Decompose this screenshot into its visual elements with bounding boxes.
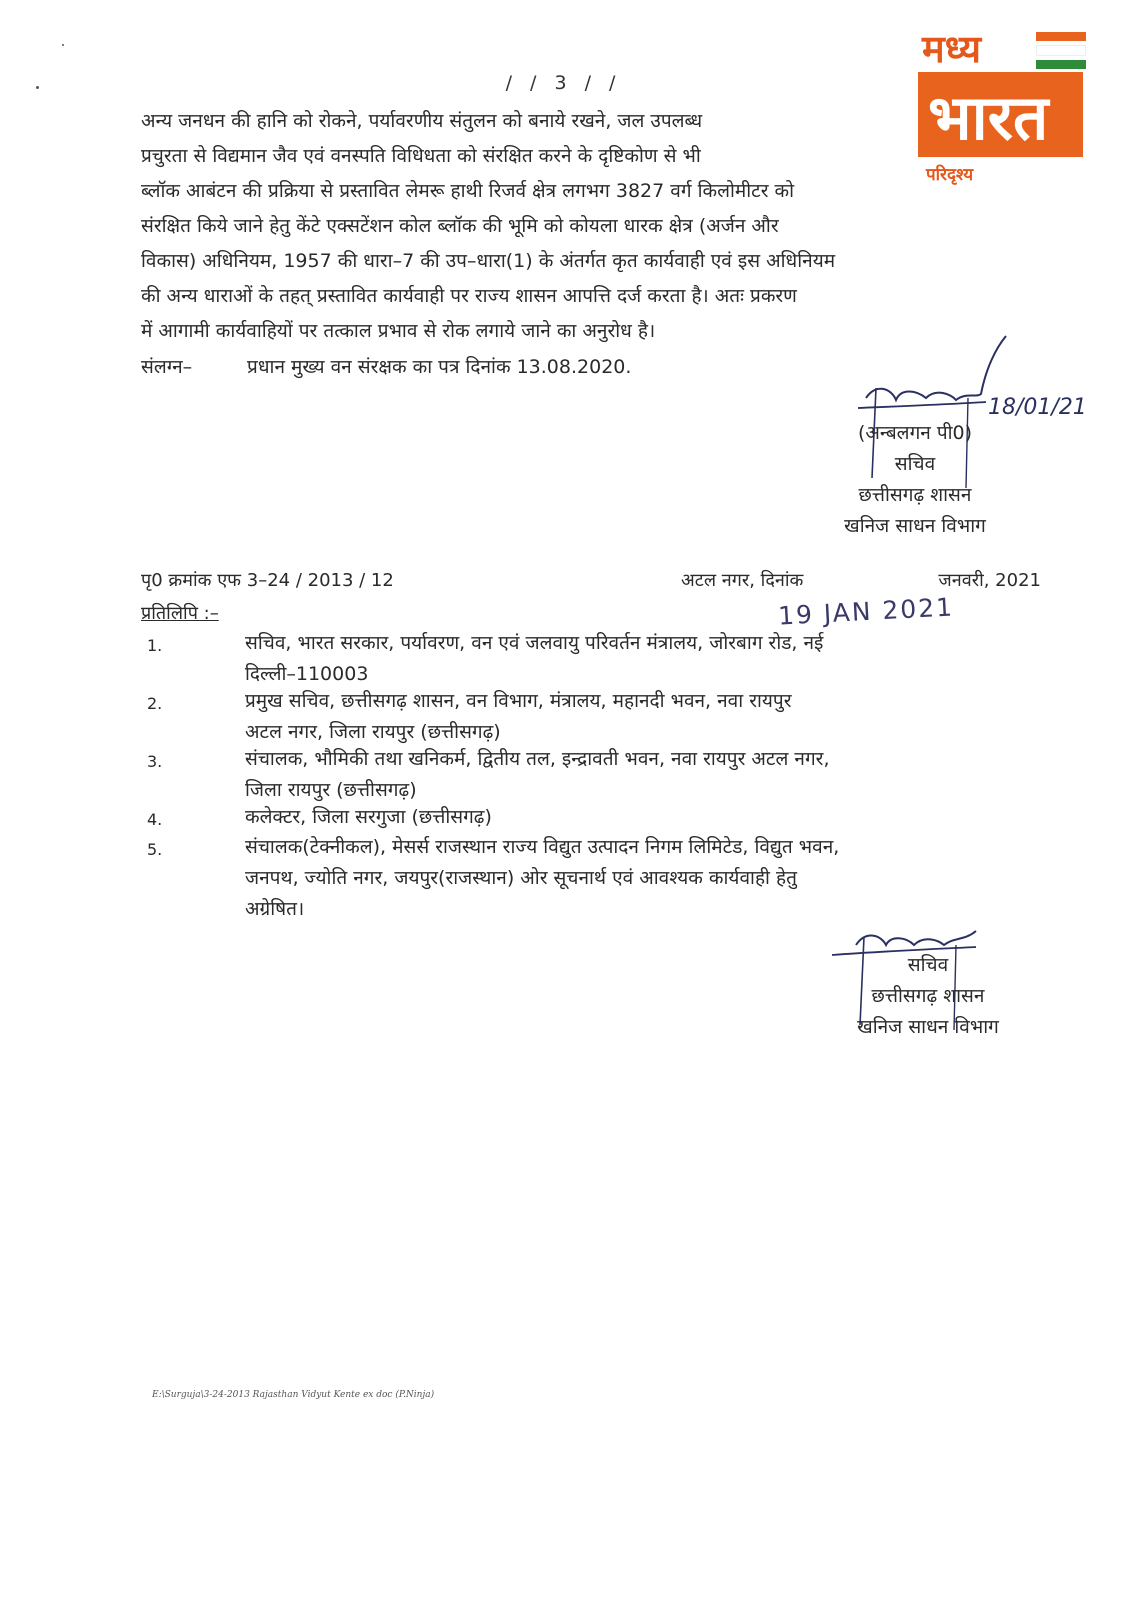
copy-item-line: संचालक(टेक्नीकल), मेसर्स राजस्थान राज्य विद्युत उत्पादन निगम लिमिटेड, विद्युत भवन, — [245, 836, 840, 858]
body-line: प्रचुरता से विद्यमान जैव एवं वनस्पति विधिधता को संरक्षित करने के दृष्टिकोण से भी — [141, 145, 701, 167]
logo-top-text: मध्य — [922, 27, 982, 71]
logo-main-box — [918, 72, 1083, 157]
enclosure-line — [141, 353, 631, 379]
logo-main-text: भारत — [928, 81, 1049, 154]
body-paragraph — [141, 104, 1041, 349]
scan-speck — [62, 44, 64, 46]
copy-item-line: दिल्ली–110003 — [245, 663, 369, 685]
copy-item — [141, 802, 1041, 833]
signatory-office: छत्तीसगढ़ शासन — [858, 484, 972, 506]
copy-item — [141, 686, 1041, 748]
page-number: / / 3 / / — [505, 72, 622, 94]
copy-to-label: प्रतिलिपि :– — [141, 603, 219, 624]
copy-item-line: अग्रेषित। — [245, 898, 305, 920]
copy-item — [141, 628, 1041, 690]
signatory-name: (अन्बलगन पी0) — [857, 422, 973, 444]
copy-item-line: जिला रायपुर (छत्तीसगढ़) — [245, 779, 417, 801]
signature-block-1 — [820, 418, 1010, 542]
reference-row — [141, 568, 1041, 596]
body-line: में आगामी कार्यवाहियों पर तत्काल प्रभाव से रोक लगाये जाने का अनुरोध है। — [141, 320, 656, 342]
signature-block-2 — [838, 950, 1018, 1043]
reference-place-date: अटल नगर, दिनांक — [681, 570, 804, 591]
flag-stripe — [1036, 60, 1086, 69]
body-line: की अन्य धाराओं के तहत् प्रस्तावित कार्यवाही पर राज्य शासन आपत्ति दर्ज करता है। अतः प्रकरण — [141, 285, 797, 307]
enclosure-text: प्रधान मुख्य वन संरक्षक का पत्र दिनांक 13.08.2020. — [247, 356, 632, 378]
copy-item-line: प्रमुख सचिव, छत्तीसगढ़ शासन, वन विभाग, मंत्रालय, महानदी भवन, नवा रायपुर — [245, 690, 792, 712]
copy-item-number: 5. — [147, 840, 163, 859]
body-line: संरक्षित किये जाने हेतु केंटे एक्सटेंशन कोल ब्लॉक की भूमि को कोयला धारक क्षेत्र (अर्जन और — [141, 215, 779, 237]
signatory-office: छत्तीसगढ़ शासन — [871, 985, 985, 1007]
enclosure-label: संलग्न– — [141, 356, 193, 378]
signatory-designation: सचिव — [894, 453, 936, 475]
madhya-bharat-logo — [918, 22, 1088, 185]
signatory-designation: सचिव — [907, 954, 949, 976]
copy-item-line: सचिव, भारत सरकार, पर्यावरण, वन एवं जलवायु परिवर्तन मंत्रालय, जोरबाग रोड, नई — [245, 632, 824, 654]
reference-month-year: जनवरी, 2021 — [938, 570, 1041, 591]
signatory-department: खनिज साधन विभाग — [844, 515, 986, 537]
body-line: अन्य जनधन की हानि को रोकने, पर्यावरणीय संतुलन को बनाये रखने, जल उपलब्ध — [141, 110, 703, 132]
copy-item-line: जनपथ, ज्योति नगर, जयपुर(राजस्थान) ओर सूचनार्थ एवं आवश्यक कार्यवाही हेतु — [245, 867, 797, 889]
footer-file-path: E:\Surguja\3-24-2013 Rajasthan Vidyut Kente ex doc (P.Ninja) — [152, 1390, 435, 1400]
body-line: विकास) अधिनियम, 1957 की धारा–7 की उप–धारा(1) के अंतर्गत कृत कार्यवाही एवं इस अधिनियम — [141, 250, 836, 272]
date-stamp: 19 JAN 2021 — [777, 592, 955, 631]
copy-item-number: 4. — [147, 810, 163, 829]
copy-item-line: कलेक्टर, जिला सरगुजा (छत्तीसगढ़) — [245, 806, 492, 828]
logo-sub-text: परिदृश्य — [926, 165, 974, 185]
copy-item-number: 3. — [147, 752, 163, 771]
flag-stripe — [1036, 32, 1086, 41]
signatory-department: खनिज साधन विभाग — [857, 1016, 999, 1038]
reference-number: पृ0 क्रमांक एफ 3–24 / 2013 / 12 — [141, 570, 394, 591]
body-line: ब्लॉक आबंटन की प्रक्रिया से प्रस्तावित लेमरू हाथी रिजर्व क्षेत्र लगभग 3827 वर्ग किलोमीटर को — [141, 180, 795, 202]
copy-item — [141, 744, 1041, 806]
flag-stripe — [1036, 45, 1086, 56]
copy-item-number: 2. — [147, 694, 163, 713]
copy-item-number: 1. — [147, 636, 163, 655]
signature-date: 18/01/21 — [988, 395, 1087, 420]
copy-item-line: अटल नगर, जिला रायपुर (छत्तीसगढ़) — [245, 721, 501, 743]
copy-item-line: संचालक, भौमिकी तथा खनिकर्म, द्वितीय तल, इन्द्रावती भवन, नवा रायपुर अटल नगर, — [245, 748, 830, 770]
flag-stripes-icon — [1036, 32, 1086, 73]
